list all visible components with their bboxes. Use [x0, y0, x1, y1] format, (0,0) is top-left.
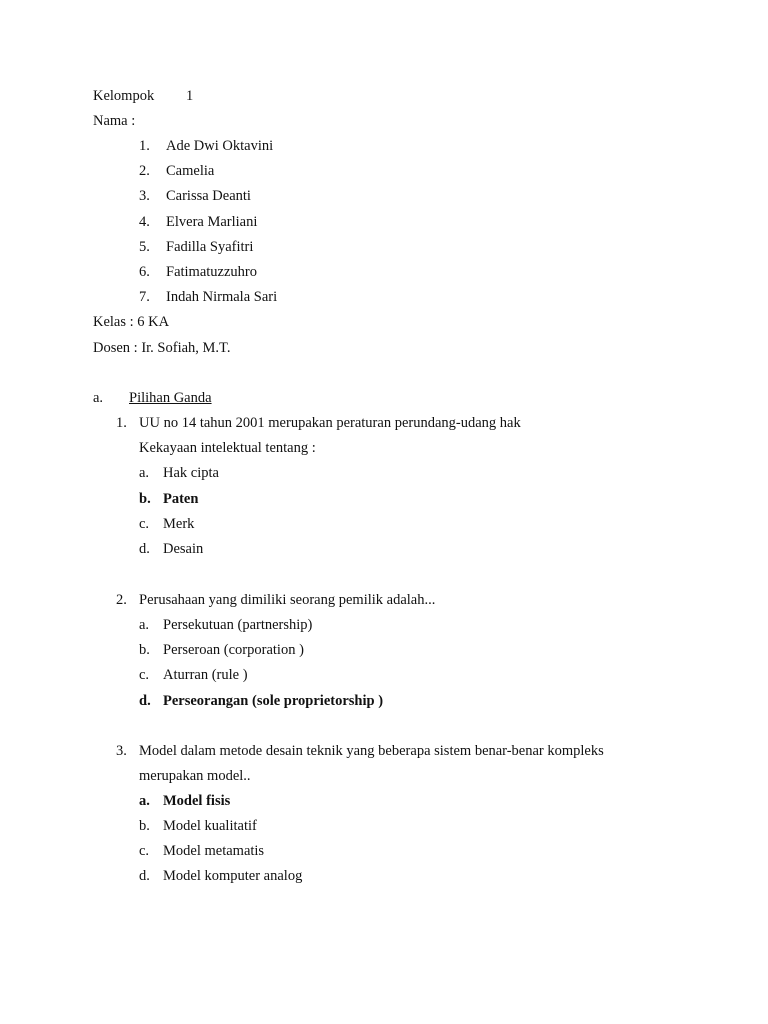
option-text: Persekutuan (partnership) [163, 617, 313, 633]
member-name: Indah Nirmala Sari [166, 289, 278, 305]
question-number: 3. [116, 743, 127, 759]
option-text: Model kualitatif [163, 818, 257, 834]
option-text: Perseroan (corporation ) [163, 642, 304, 658]
option-letter: a. [139, 617, 150, 633]
section-title: Pilihan Ganda [129, 390, 212, 406]
member-name: Ade Dwi Oktavini [166, 138, 274, 154]
option-letter: c. [139, 667, 150, 683]
member-number: 5. [139, 239, 150, 255]
option-letter: b. [139, 818, 150, 834]
option-letter: b. [139, 642, 150, 658]
option-letter: c. [139, 516, 150, 532]
option-text: Model komputer analog [163, 868, 303, 884]
option-letter: d. [139, 541, 150, 557]
class-line: Kelas : 6 KA [93, 314, 170, 330]
option-text: Desain [163, 541, 204, 557]
member-number: 2. [139, 163, 150, 179]
option-text-correct: Perseorangan (sole proprietorship ) [163, 693, 384, 709]
option-letter-correct: d. [139, 693, 151, 709]
option-letter: d. [139, 868, 150, 884]
group-label: Kelompok [93, 88, 155, 104]
question-number: 2. [116, 592, 127, 608]
option-text: Model metamatis [163, 843, 265, 859]
question-text: Model dalam metode desain teknik yang beberapa sistem benar-benar kompleks [139, 743, 604, 759]
member-number: 1. [139, 138, 150, 154]
option-letter: a. [139, 465, 150, 481]
member-name: Elvera Marliani [166, 214, 258, 230]
member-number: 7. [139, 289, 150, 305]
member-name: Fadilla Syafitri [166, 239, 254, 255]
section-letter: a. [93, 390, 104, 406]
question-text: Kekayaan intelektual tentang : [139, 440, 316, 456]
name-label: Nama : [93, 113, 136, 129]
question-number: 1. [116, 415, 127, 431]
member-name: Carissa Deanti [166, 188, 251, 204]
option-text: Aturran (rule ) [163, 667, 248, 683]
option-text: Merk [163, 516, 195, 532]
option-text-correct: Paten [163, 491, 199, 507]
option-letter-correct: a. [139, 793, 150, 809]
option-text-correct: Model fisis [163, 793, 231, 809]
option-text: Hak cipta [163, 465, 219, 481]
group-number: 1 [186, 88, 194, 104]
member-number: 3. [139, 188, 150, 204]
question-text: merupakan model.. [139, 768, 251, 784]
member-number: 4. [139, 214, 150, 230]
option-letter-correct: b. [139, 491, 151, 507]
question-text: UU no 14 tahun 2001 merupakan peraturan perundang-udang hak [139, 415, 521, 431]
member-number: 6. [139, 264, 150, 280]
option-letter: c. [139, 843, 150, 859]
member-name: Camelia [166, 163, 215, 179]
lecturer-line: Dosen : Ir. Sofiah, M.T. [93, 340, 231, 356]
member-name: Fatimatuzzuhro [166, 264, 258, 280]
question-text: Perusahaan yang dimiliki seorang pemilik adalah... [139, 592, 436, 608]
